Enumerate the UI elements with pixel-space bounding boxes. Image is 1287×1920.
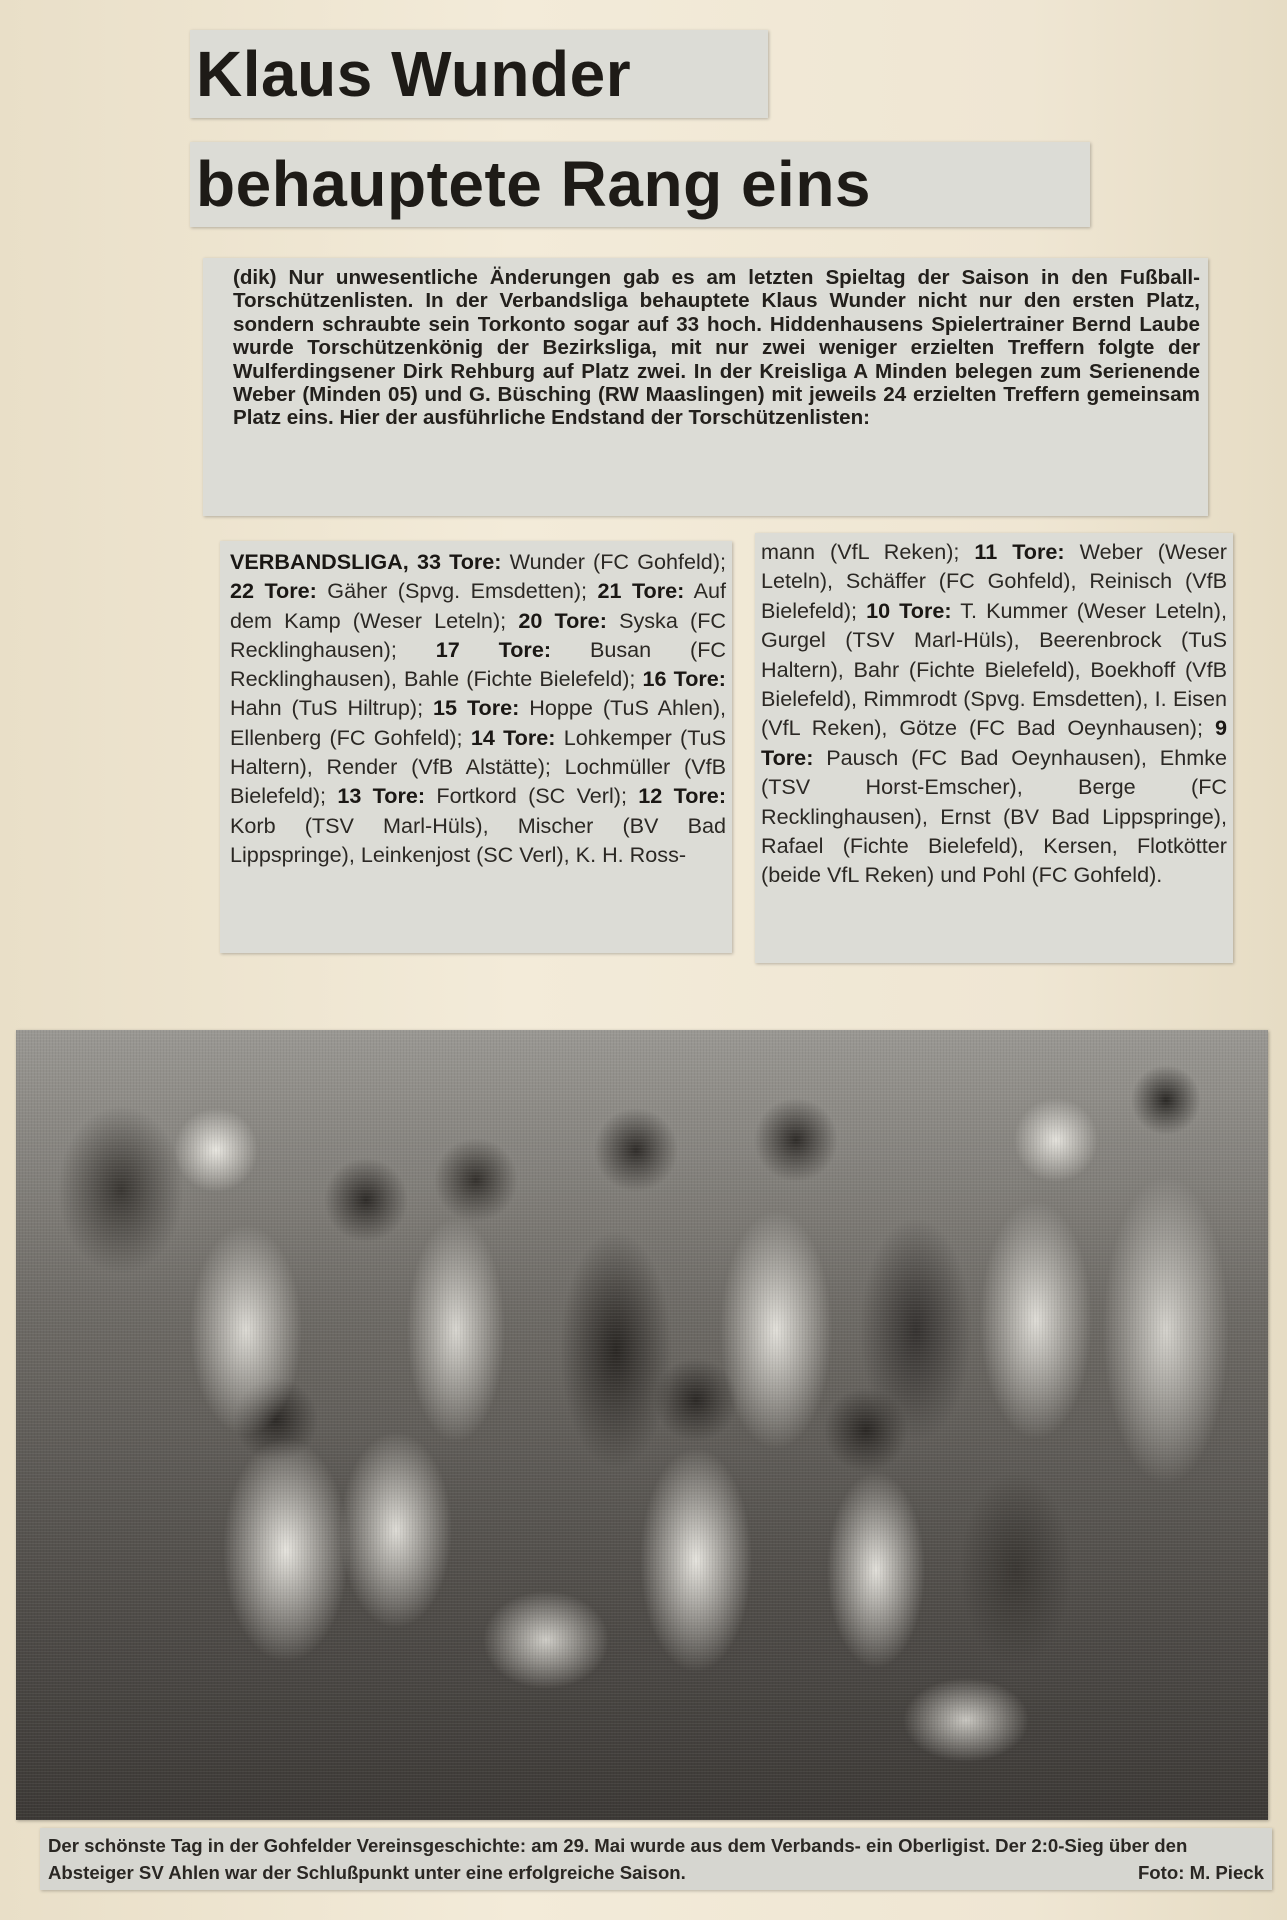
- scorers-column-left: [220, 541, 732, 953]
- goals-12: 12 Tore:: [638, 783, 727, 809]
- scorers-20: Syska (FC Recklinghausen);: [230, 607, 727, 662]
- goals-22: 22 Tore:: [230, 578, 317, 604]
- caption-text: Der schönste Tag in der Gohfelder Vereinsgeschichte: am 29. Mai wurde aus dem Verbands- ein Oberligist. Der 2:0-Sieg über den Absteiger SV Ahlen war der Schlußpunkt unter eine erfolgreiche Saison.: [48, 1835, 1188, 1883]
- scorers-13: Fortkord (SC Verl);: [436, 783, 627, 809]
- scorers-11: Weber (Weser Leteln), Schäffer (FC Gohfeld), Reinisch (VfB Bielefeld);: [761, 539, 1227, 623]
- scorers-22: Gäher (Spvg. Emsdetten);: [327, 578, 588, 604]
- scorers-17: Busan (FC Recklinghausen), Bahle (Fichte Bielefeld);: [230, 636, 727, 692]
- scorers-12-part-1: Korb (TSV Marl-Hüls), Mischer (BV Bad Lippspringe), Leinkenjost (SC Verl), K. H. Ross-: [230, 812, 726, 867]
- league-label: VERBANDSLIGA,: [230, 549, 409, 574]
- photo-credit: Foto: M. Pieck: [1137, 1862, 1264, 1883]
- goals-15: 15 Tore:: [433, 695, 520, 721]
- goals-11: 11 Tore:: [974, 539, 1065, 564]
- goals-17: 17 Tore:: [435, 636, 552, 662]
- scorers-10: T. Kummer (Weser Leteln), Gurgel (TSV Marl-Hüls), Beerenbrock (TuS Haltern), Bahr (Fichte Bielefeld), Boekhoff (VfB Bielefeld), Rimmrodt (Spvg. Emsdetten), I. Eisen (VfL Reken), Götze (FC Bad Oeynhausen);: [761, 597, 1228, 741]
- photo-grain: [16, 1030, 1268, 1820]
- scorers-15: Hoppe (TuS Ahlen), Ellenberg (FC Gohfeld);: [230, 695, 727, 750]
- goals-21: 21 Tore:: [597, 578, 685, 604]
- scorers-column-right: [755, 533, 1233, 963]
- goals-14: 14 Tore:: [470, 724, 556, 750]
- goals-10: 10 Tore:: [866, 597, 952, 623]
- scorers-14: Lohkemper (TuS Haltern), Render (VfB Alstätte); Lochmüller (VfB Bielefeld);: [230, 724, 727, 809]
- scorers-9: Pausch (FC Bad Oeynhausen), Ehmke (TSV Horst-Emscher), Berge (FC Recklinghausen), Ernst (BV Bad Lippspringe), Rafael (Fichte Bielefeld), Kersen, Flotkötter (beide VfL Reken) und Pohl (FC Gohfeld).: [761, 744, 1228, 888]
- intro-paragraph: (dik) Nur unwesentliche Änderungen gab es am letzten Spieltag der Saison in den Fußball-Torschützenlisten. In der Verbandsliga behauptete Klaus Wunder nicht nur den ersten Platz, sondern schraubte sein Torkonto sogar auf 33 hoch. Hiddenhausens Spielertrainer Bernd Laube wurde Torschützenkönig der Bezirksliga, mit nur zwei weniger erzielten Treffern folgte der Wulferdingsener Dirk Rehburg auf Platz zwei. In der Kreisliga A Minden belegen zum Serienende Weber (Minden 05) und G. Büsching (RW Maaslingen) mit jeweils 24 erzielten Treffern gemeinsam Platz eins. Hier der ausführliche Endstand der Torschützenlisten:: [203, 258, 1208, 516]
- headline-line-1: Klaus Wunder: [190, 30, 768, 118]
- headline-line-2: behauptete Rang eins: [190, 142, 1090, 227]
- goals-33: 33 Tore:: [416, 549, 502, 574]
- scorers-16: Hahn (TuS Hiltrup);: [230, 695, 424, 721]
- scorers-12-part-2: mann (VfL Reken);: [761, 539, 960, 564]
- goals-13: 13 Tore:: [337, 783, 426, 809]
- scorers-33: Wunder (FC Gohfeld);: [509, 549, 727, 574]
- photo-caption: [40, 1828, 1272, 1890]
- team-photo: [16, 1030, 1268, 1820]
- goals-16: 16 Tore:: [642, 666, 726, 692]
- scorers-21: Auf dem Kamp (Weser Leteln);: [230, 578, 727, 633]
- goals-20: 20 Tore:: [518, 607, 607, 633]
- goals-9: 9 Tore:: [761, 715, 1227, 770]
